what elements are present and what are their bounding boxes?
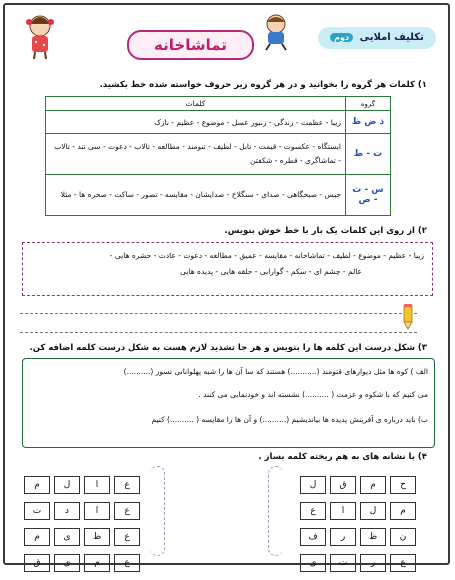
sentence-a-cont: می کنیم که با شکوه و عزمت ( ..........) نشسته اند و خودنمایی می کنند .	[198, 390, 428, 399]
letter-tile: ظ	[360, 528, 386, 546]
table-header-row	[46, 97, 391, 111]
col-group-header: گروه	[346, 97, 391, 111]
letters-row	[24, 476, 140, 494]
letter-tile: ی	[54, 528, 80, 546]
letter-tile: ر	[330, 528, 356, 546]
letters-grid-right	[296, 468, 420, 580]
letter-tile: ع	[390, 554, 416, 572]
words-line-2: عالم - چشم ای - سکم - گوارایی - حلقه هایی - پدیده هایی	[180, 267, 362, 276]
letter-tile: ر	[360, 554, 386, 572]
boy-cartoon-icon	[256, 12, 296, 52]
letter-tile: ع	[114, 502, 140, 520]
letter-tile: ت	[330, 554, 356, 572]
words-cell: ایستگاه - عکسوت - قیمت - تابل - لطیف - تنومند - مطالعه - تالاب - دعوت - سی تند - تالاب - تماشاگری - قطره - شکفتن	[46, 134, 346, 175]
badge-label: تکلیف املایی	[359, 32, 424, 43]
word-groups-table	[45, 96, 391, 216]
letters-row	[24, 502, 140, 520]
sentence-a: الف ) کوه ها مثل دیوارهای قتومند (...........) هستند که سا آن ها را شبه پهلوانانی تسور (..........)	[123, 367, 428, 376]
letter-tile: ع	[300, 502, 326, 520]
girl-cartoon-icon	[22, 12, 58, 60]
letter-tile: ل	[360, 502, 386, 520]
group-cell: ت - ط	[346, 134, 391, 175]
letters-grid-left	[20, 468, 144, 580]
letter-tile: ا	[84, 502, 110, 520]
letters-row	[300, 554, 416, 572]
letter-tile: م	[84, 554, 110, 572]
handwriting-words-box	[22, 242, 433, 296]
answer-bracket	[268, 466, 283, 556]
page-title: تماشاخانه	[127, 30, 254, 60]
letter-tile: ی	[300, 554, 326, 572]
col-words-header: کلمات	[46, 97, 346, 111]
letter-tile: ح	[390, 476, 416, 494]
letter-tile: ق	[24, 554, 50, 572]
group-cell: س - ث - ص	[346, 175, 391, 216]
writing-line	[20, 332, 417, 333]
letter-tile: ظ	[84, 528, 110, 546]
letter-tile: ل	[54, 476, 80, 494]
words-cell: حبس - صبحگاهی - صدای - سنگلاخ - صدایشان - مقایسه - تصور - ساکت - صخره ها - مثلا	[46, 175, 346, 216]
letter-tile: ن	[390, 528, 416, 546]
homework-badge	[318, 27, 436, 49]
q2-instruction: ۲) از روی این کلمات یک بار با خط خوش بنویس.	[224, 226, 427, 236]
table-row	[46, 134, 391, 175]
letter-tile: ت	[24, 502, 50, 520]
letters-row	[24, 528, 140, 546]
letter-tile: م	[390, 502, 416, 520]
letter-tile: ی	[54, 554, 80, 572]
q1-instruction: ۱) کلمات هر گروه را بخوانید و در هر گروه زیر حروف خواسته شده خط بکشید.	[99, 80, 427, 90]
letter-tile: م	[360, 476, 386, 494]
letter-tile: ف	[300, 528, 326, 546]
answer-bracket	[150, 466, 165, 556]
letter-tile: ق	[330, 476, 356, 494]
words-line-1: زیبا - عظیم - موضوع - لطیف - تماشاخانه - مقایسه - عمیق - مطالعه - دعوت - عادت - حشره هایی -	[109, 251, 424, 260]
q4-instruction: ۴) با نشانه های به هم ریخته کلمه بساز .	[258, 452, 427, 462]
letters-row	[24, 554, 140, 572]
letters-row	[300, 476, 416, 494]
letter-tile: ع	[114, 528, 140, 546]
letter-tile: م	[24, 476, 50, 494]
letters-row	[300, 528, 416, 546]
words-cell: زیبا - عظمت - زندگی - زنبور عسل - موضوع - عظیم - نازک	[46, 111, 346, 134]
letter-tile: ا	[330, 502, 356, 520]
letter-tile: ل	[300, 476, 326, 494]
table-row	[46, 111, 391, 134]
pencil-icon	[398, 304, 418, 330]
badge-grade: دوم	[330, 33, 353, 42]
letter-tile: ا	[84, 476, 110, 494]
writing-line	[20, 313, 417, 314]
table-row	[46, 175, 391, 216]
letter-tile: ع	[114, 554, 140, 572]
sentence-b: ب) باید درباره ی آفرینش پدیده ها بیاندیشیم (..........) و آن ها را مقایسه ( ..........) کنیم	[151, 415, 428, 424]
q3-instruction: ۳) شکل درست این کلمه ها را بنویس و هر جا تشدید لازم هست به شکل درست کلمه اضافه کن.	[29, 343, 427, 353]
letters-row	[300, 502, 416, 520]
group-cell: ذ ض ظ	[346, 111, 391, 134]
letter-tile: د	[54, 502, 80, 520]
letter-tile: م	[24, 528, 50, 546]
q3-sentences-box	[22, 358, 435, 448]
letter-tile: ع	[114, 476, 140, 494]
